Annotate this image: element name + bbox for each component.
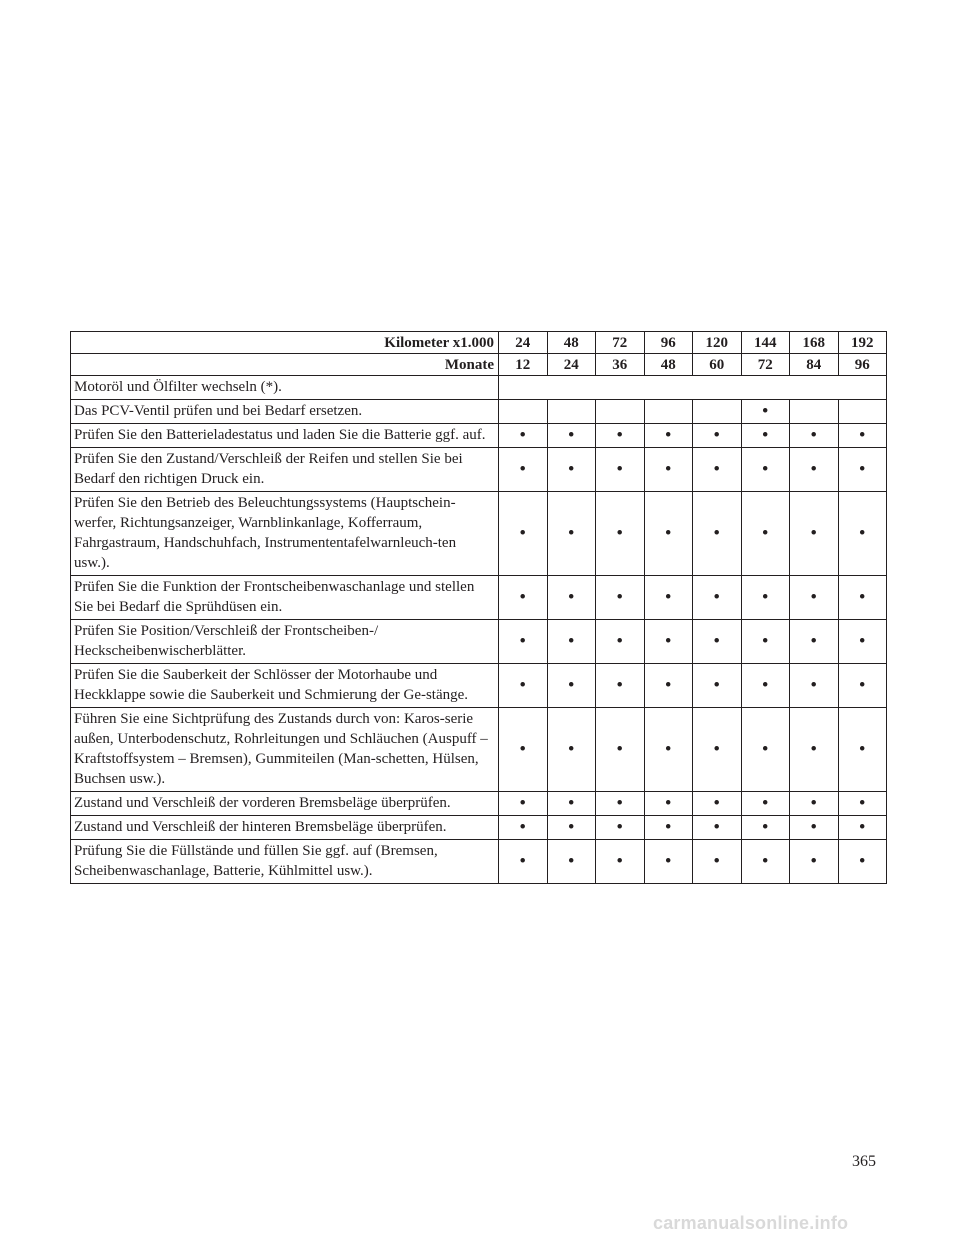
page-number: 365 [852,1153,876,1170]
service-mark: • [838,448,887,492]
header-months-value: 96 [838,354,887,376]
row-description: Prüfen Sie den Batterieladestatus und laden Sie die Batterie ggf. auf. [71,424,499,448]
service-mark: • [547,492,596,576]
header-months-value: 84 [790,354,839,376]
service-mark: • [693,792,742,816]
service-mark: • [790,664,839,708]
service-mark: • [741,620,790,664]
service-mark: • [693,620,742,664]
service-mark: • [741,448,790,492]
row-description: Prüfen Sie die Funktion der Frontscheibenwaschanlage und stellen Sie bei Bedarf die Sprühdüsen ein. [71,576,499,620]
service-mark: • [596,620,645,664]
service-mark: • [790,840,839,884]
service-mark: • [790,620,839,664]
row-description: Motoröl und Ölfilter wechseln (*). [71,376,499,400]
table-row [71,840,887,884]
service-mark: • [838,792,887,816]
service-mark: • [741,664,790,708]
service-mark: • [644,840,693,884]
empty-cell [644,400,693,424]
header-kilometers-value: 24 [499,332,548,354]
row-description: Prüfung Sie die Füllstände und füllen Sie ggf. auf (Bremsen, Scheibenwaschanlage, Batterie, Kühlmittel usw.). [71,840,499,884]
table-row [71,424,887,448]
service-mark: • [596,708,645,792]
table-row [71,816,887,840]
service-mark: • [790,792,839,816]
row-description: Prüfen Sie den Betrieb des Beleuchtungssystems (Hauptschein-werfer, Richtungsanzeiger, Warnblinkanlage, Kofferraum, Fahrgastraum, Handschuhfach, Instrumententafelwarnleuch-ten usw.). [71,492,499,576]
service-mark: • [644,448,693,492]
maintenance-schedule-table [70,331,887,884]
service-mark: • [596,792,645,816]
row-description: Prüfen Sie Position/Verschleiß der Frontscheiben-/ Heckscheibenwischerblätter. [71,620,499,664]
header-kilometers-value: 144 [741,332,790,354]
row-description: Prüfen Sie den Zustand/Verschleiß der Reifen und stellen Sie bei Bedarf den richtigen Druck ein. [71,448,499,492]
header-months-value: 12 [499,354,548,376]
service-mark: • [499,664,548,708]
header-kilometers-value: 120 [693,332,742,354]
service-mark: • [838,576,887,620]
service-mark: • [693,816,742,840]
service-mark: • [838,620,887,664]
service-mark: • [547,448,596,492]
empty-cell [596,400,645,424]
service-mark: • [644,792,693,816]
service-mark: • [499,840,548,884]
service-mark: • [499,620,548,664]
header-months [71,354,887,376]
service-mark: • [644,664,693,708]
service-mark: • [790,576,839,620]
header-kilometers-value: 96 [644,332,693,354]
service-mark: • [547,576,596,620]
service-mark: • [741,400,790,424]
service-mark: • [790,816,839,840]
table-row [71,620,887,664]
empty-cell [838,400,887,424]
header-months-value: 36 [596,354,645,376]
service-mark: • [693,576,742,620]
service-mark: • [693,492,742,576]
service-mark: • [693,708,742,792]
header-kilometers [71,332,887,354]
service-mark: • [547,620,596,664]
empty-cell [693,400,742,424]
service-mark: • [499,448,548,492]
row-description: Zustand und Verschleiß der vorderen Bremsbeläge überprüfen. [71,792,499,816]
service-mark: • [596,664,645,708]
empty-cell [790,400,839,424]
table-row [71,664,887,708]
service-mark: • [693,424,742,448]
service-mark: • [741,816,790,840]
table-row [71,708,887,792]
service-mark: • [499,576,548,620]
row-description: Führen Sie eine Sichtprüfung des Zustands durch von: Karos-serie außen, Unterbodenschutz, Rohrleitungen und Schläuchen (Auspuff – Kraftstoffsystem – Bremsen), Gummiteilen (Man-schetten, Hülsen, Buchsen usw.). [71,708,499,792]
service-mark: • [741,492,790,576]
service-mark: • [741,424,790,448]
service-mark: • [741,708,790,792]
service-mark: • [596,816,645,840]
service-mark: • [790,424,839,448]
service-mark: • [644,708,693,792]
service-mark: • [741,840,790,884]
empty-cell [547,400,596,424]
footer-watermark: carmanualsonline.info [653,1213,849,1233]
empty-cell [499,400,548,424]
header-kilometers-value: 168 [790,332,839,354]
service-mark: • [838,424,887,448]
service-mark: • [790,448,839,492]
table-row [71,376,887,400]
service-mark: • [547,792,596,816]
service-mark: • [741,576,790,620]
merged-interval-cell [499,376,887,400]
service-mark: • [693,448,742,492]
service-mark: • [790,708,839,792]
header-kilometers-value: 192 [838,332,887,354]
service-mark: • [838,664,887,708]
service-mark: • [547,708,596,792]
header-kilometers-label: Kilometer x1.000 [71,332,499,354]
service-mark: • [596,424,645,448]
service-mark: • [547,664,596,708]
header-kilometers-value: 48 [547,332,596,354]
service-mark: • [596,576,645,620]
service-mark: • [693,664,742,708]
service-mark: • [644,576,693,620]
table-row [71,492,887,576]
service-mark: • [499,708,548,792]
service-mark: • [644,424,693,448]
service-mark: • [547,840,596,884]
service-mark: • [838,708,887,792]
service-mark: • [596,840,645,884]
table-row [71,576,887,620]
service-mark: • [499,792,548,816]
service-mark: • [499,816,548,840]
service-mark: • [693,840,742,884]
service-mark: • [596,492,645,576]
service-mark: • [547,816,596,840]
header-months-value: 48 [644,354,693,376]
row-description: Prüfen Sie die Sauberkeit der Schlösser der Motorhaube und Heckklappe sowie die Sauberkeit und Schmierung der Ge-stänge. [71,664,499,708]
table-row [71,792,887,816]
service-mark: • [838,816,887,840]
service-mark: • [644,816,693,840]
table-row [71,400,887,424]
service-mark: • [838,840,887,884]
service-mark: • [741,792,790,816]
service-mark: • [644,492,693,576]
service-mark: • [790,492,839,576]
service-mark: • [596,448,645,492]
table-row [71,448,887,492]
service-mark: • [499,424,548,448]
row-description: Zustand und Verschleiß der hinteren Bremsbeläge überprüfen. [71,816,499,840]
header-kilometers-value: 72 [596,332,645,354]
row-description: Das PCV-Ventil prüfen und bei Bedarf ersetzen. [71,400,499,424]
service-mark: • [547,424,596,448]
service-mark: • [644,620,693,664]
header-months-value: 60 [693,354,742,376]
header-months-value: 72 [741,354,790,376]
header-months-value: 24 [547,354,596,376]
header-months-label: Monate [71,354,499,376]
service-mark: • [838,492,887,576]
service-mark: • [499,492,548,576]
